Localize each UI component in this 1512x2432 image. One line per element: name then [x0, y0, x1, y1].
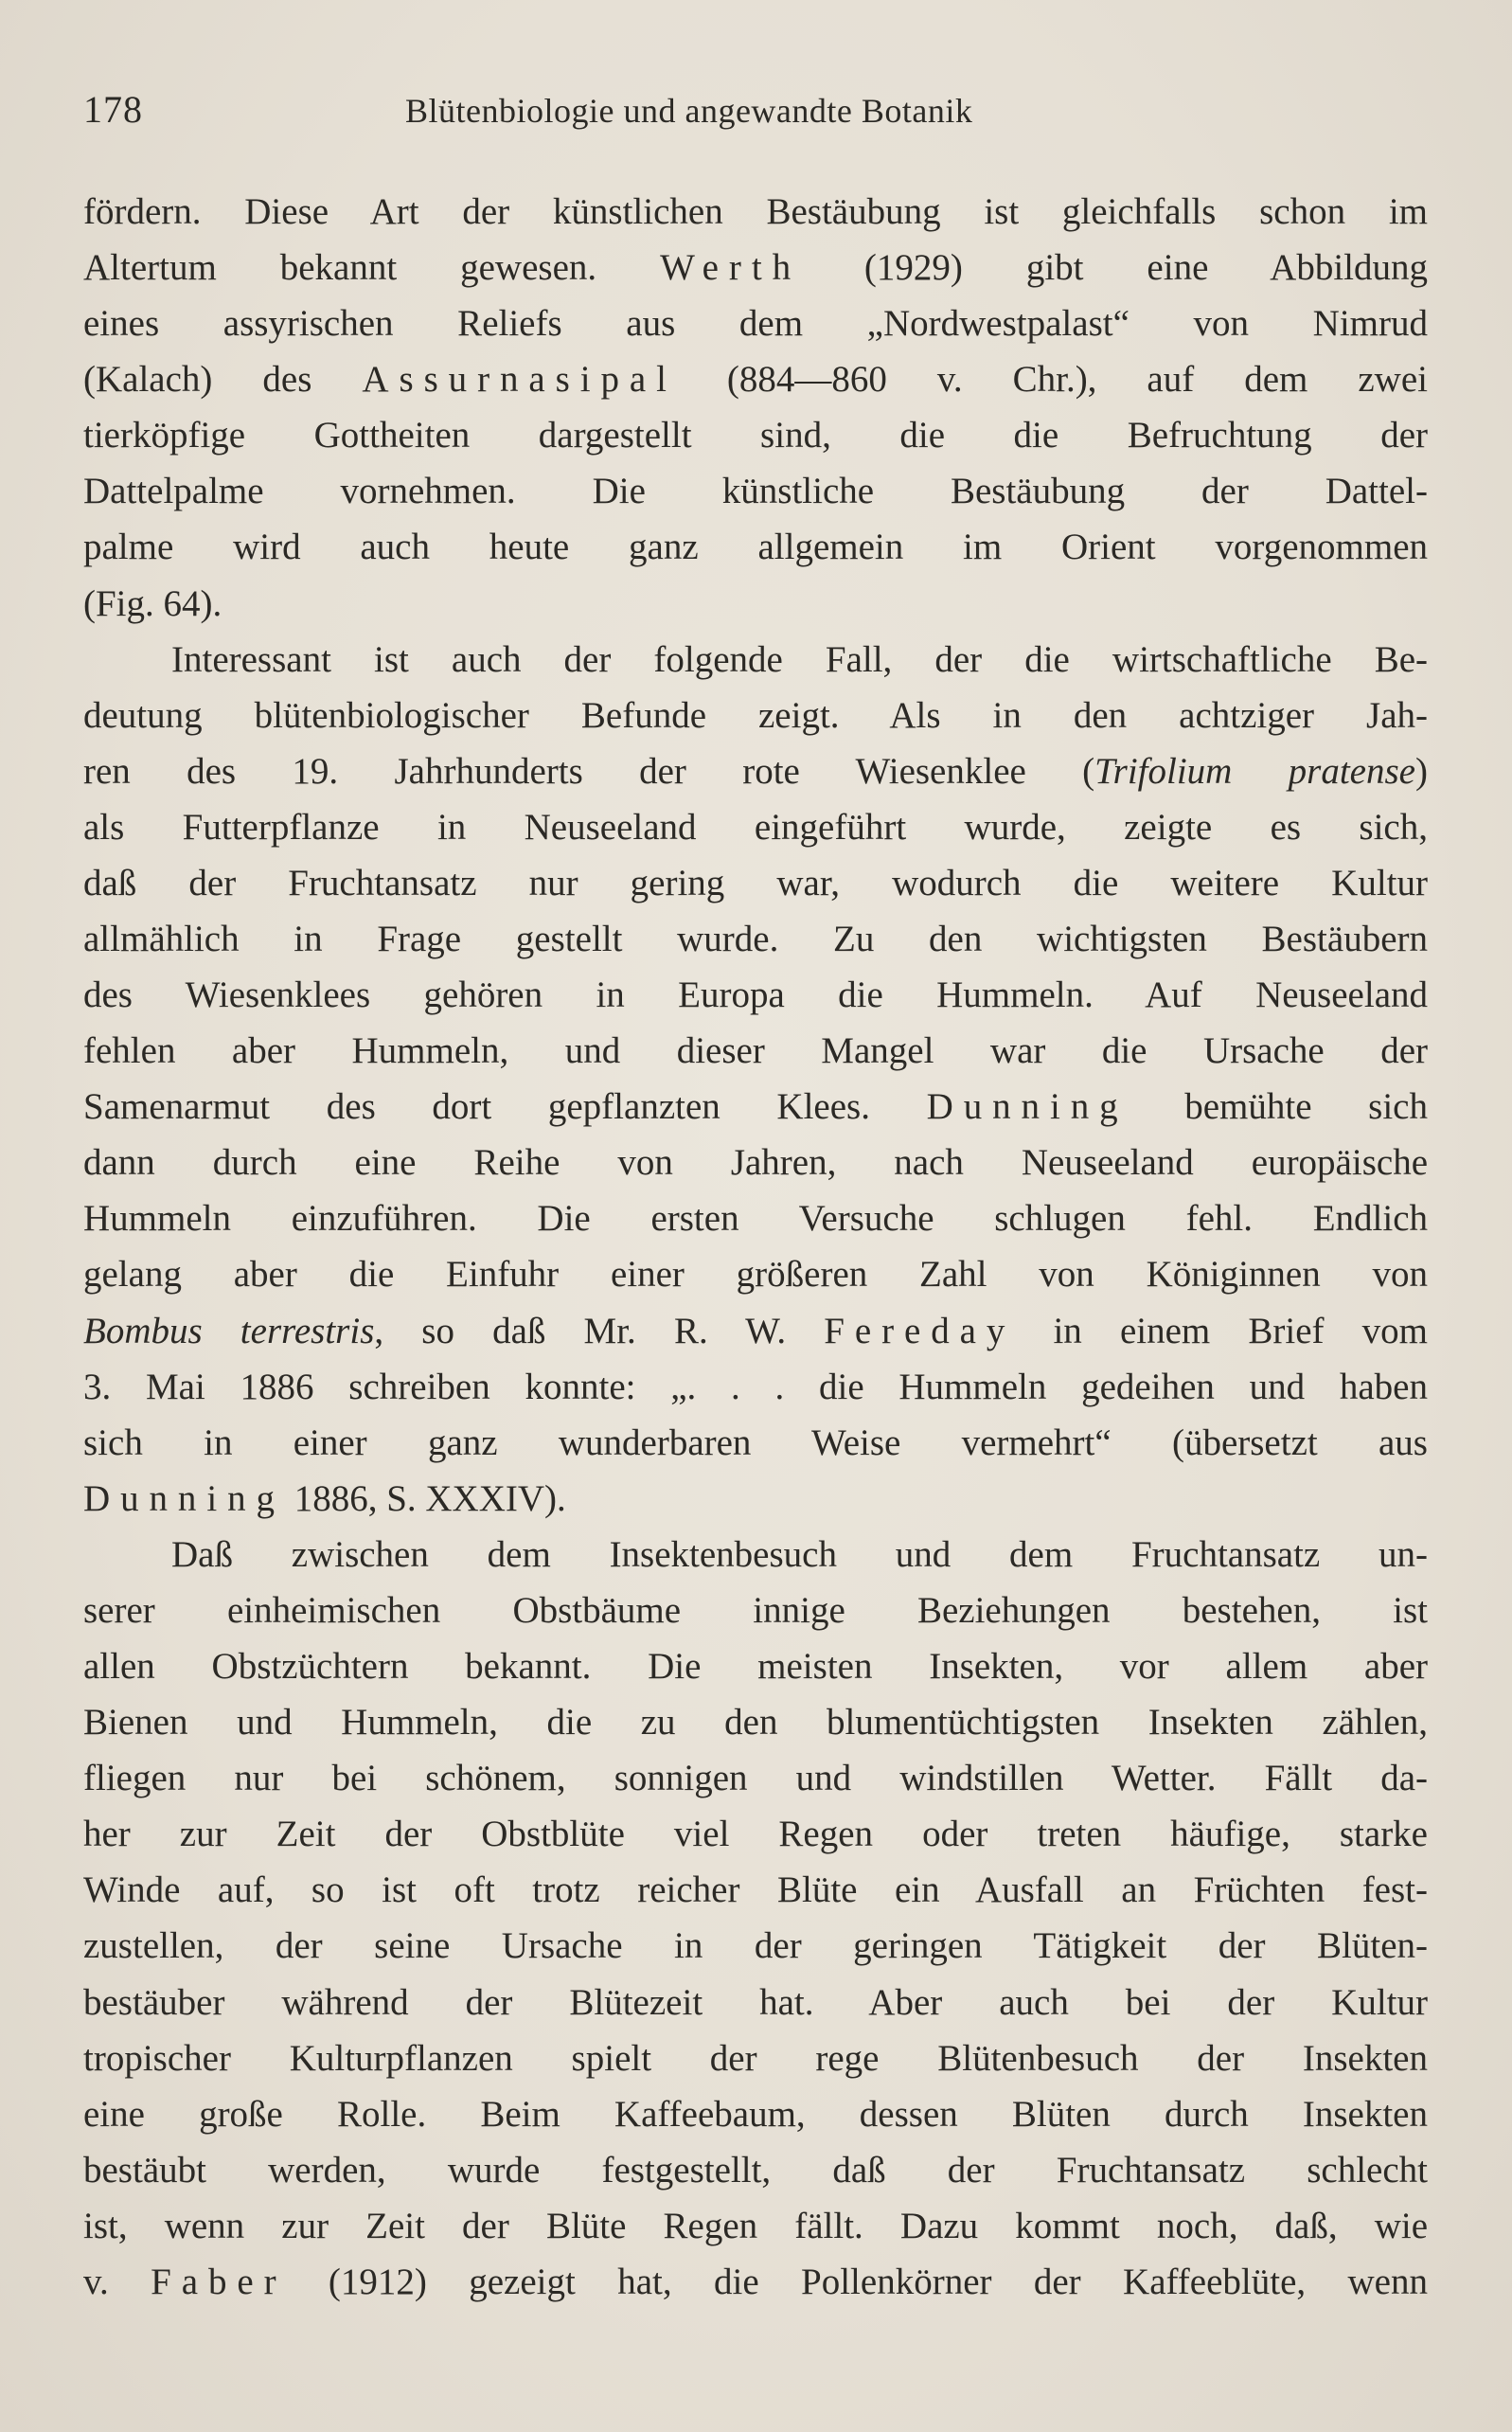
text-segment: Hummeln einzuführen. Die ersten Versuche schlugen fehl. Endlich [83, 1198, 1428, 1240]
text-segment: zustellen, der seine Ursache in der geringen Tätigkeit der Blüten- [83, 1925, 1428, 1967]
text-line [83, 1694, 1428, 1750]
text-segment: eines assyrischen Reliefs aus dem „Nordwestpalast“ von Nimrud [83, 303, 1428, 345]
text-segment: Winde auf, so ist oft trotz reicher Blüte ein Ausfall an Früchten fest- [83, 1869, 1428, 1911]
text-line [83, 576, 1428, 632]
text-segment: ) [1414, 750, 1428, 792]
spaced-name: Faber [151, 2261, 287, 2302]
italic-term: Trifolium pratense [1094, 750, 1415, 792]
text-segment: Altertum bekannt gewesen. [83, 247, 661, 289]
text-segment: ren des 19. Jahrhunderts der rote Wiesenklee ( [83, 750, 1095, 792]
text-line [83, 1638, 1428, 1694]
spaced-name: Werth [660, 247, 801, 289]
text-line [83, 2198, 1428, 2254]
text-segment: als Futterpflanze in Neuseeland eingeführt wurde, zeigte es sich, [83, 806, 1428, 848]
text-segment: allen Obstzüchtern bekannt. Die meisten Insekten, vor allem aber [83, 1646, 1428, 1688]
text-segment: her zur Zeit der Obstblüte viel Regen oder treten häufige, starke [83, 1814, 1428, 1855]
text-line [83, 855, 1428, 911]
text-segment: palme wird auch heute ganz allgemein im Orient vorgenommen [83, 527, 1428, 568]
text-line [83, 1079, 1428, 1135]
text-segment: Bienen und Hummeln, die zu den blumentüchtigsten Insekten zählen, [83, 1702, 1428, 1744]
text-segment: 1886, S. XXXIV). [284, 1477, 566, 1519]
text-line [83, 1415, 1428, 1471]
page-number: 178 [83, 88, 143, 131]
text-line [83, 1750, 1428, 1806]
text-segment: (884—860 v. Chr.), auf dem zwei [676, 359, 1428, 401]
text-line [83, 1135, 1428, 1190]
text-segment: Dattelpalme vornehmen. Die künstliche Bestäubung der Dattel- [83, 471, 1428, 512]
text-segment: serer einheimischen Obstbäume innige Beziehungen bestehen, ist [83, 1589, 1428, 1631]
text-segment: gelang aber die Einfuhr einer größeren Zahl von Königinnen von [83, 1254, 1428, 1296]
text-line [83, 632, 1428, 688]
spaced-name: Dunning [926, 1086, 1129, 1128]
text-segment: 3. Mai 1886 schreiben konnte: „. . . die Hummeln gedeihen und haben [83, 1366, 1428, 1407]
text-line [83, 1918, 1428, 1974]
text-segment: ist, wenn zur Zeit der Blüte Regen fällt. Dazu kommt noch, daß, wie [83, 2205, 1428, 2246]
text-segment: in einem Brief vom [1015, 1310, 1428, 1351]
text-segment: eine große Rolle. Beim Kaffeebaum, dessen Blüten durch Insekten [83, 2093, 1428, 2135]
text-segment: (1929) gibt eine Abbildung [801, 247, 1428, 289]
text-segment: , so daß Mr. R. W. [374, 1310, 825, 1351]
text-segment: bestäubt werden, wurde festgestellt, daß der Fruchtansatz schlecht [83, 2149, 1428, 2191]
text-segment: (Fig. 64). [83, 582, 222, 624]
text-line [83, 295, 1428, 351]
text-line [83, 1023, 1428, 1079]
text-line [83, 1303, 1428, 1359]
text-line [83, 967, 1428, 1023]
text-line [83, 351, 1428, 407]
text-line [83, 743, 1428, 799]
text-line [83, 911, 1428, 967]
text-line [83, 519, 1428, 575]
text-segment: dann durch eine Reihe von Jahren, nach Neuseeland europäische [83, 1142, 1428, 1184]
text-segment: tierköpfige Gottheiten dargestellt sind, die die Befruchtung der [83, 415, 1428, 456]
text-segment: daß der Fruchtansatz nur gering war, wodurch die weitere Kultur [83, 862, 1428, 903]
text-line [83, 1975, 1428, 2030]
text-line [83, 1246, 1428, 1302]
spaced-name: Assurnasipal [362, 359, 677, 401]
text-line [83, 1583, 1428, 1638]
text-line [83, 1471, 1428, 1527]
spaced-name: Dunning [83, 1477, 285, 1519]
text-segment: deutung blütenbiologischer Befunde zeigt. Als in den achtziger Jah- [83, 694, 1428, 736]
text-segment: fehlen aber Hummeln, und dieser Mangel war die Ursache der [83, 1030, 1428, 1072]
text-line [83, 1527, 1428, 1583]
text-line [83, 2030, 1428, 2086]
text-line [83, 407, 1428, 463]
text-segment: allmählich in Frage gestellt wurde. Zu den wichtigsten Bestäubern [83, 919, 1428, 960]
text-segment: (Kalach) des [83, 359, 363, 401]
text-line [83, 2142, 1428, 2198]
text-segment: v. [83, 2261, 151, 2302]
text-segment: bestäuber während der Blütezeit hat. Aber auch bei der Kultur [83, 1981, 1428, 2023]
page-header [83, 87, 1428, 140]
text-segment: fliegen nur bei schönem, sonnigen und windstillen Wetter. Fällt da- [83, 1758, 1428, 1799]
text-segment: (1912) gezeigt hat, die Pollenkörner der Kaffeeblüte, wenn [286, 2261, 1428, 2302]
text-segment: des Wiesenklees gehören in Europa die Hummeln. Auf Neuseeland [83, 975, 1428, 1016]
text-segment: Daß zwischen dem Insektenbesuch und dem Fruchtansatz un- [171, 1533, 1428, 1575]
text-line [83, 240, 1428, 295]
body-text [83, 184, 1428, 2310]
text-segment: bemühte sich [1128, 1086, 1428, 1128]
text-segment: tropischer Kulturpflanzen spielt der rege Blütenbesuch der Insekten [83, 2037, 1428, 2079]
spaced-name: Fereday [824, 1310, 1016, 1351]
text-line [83, 1806, 1428, 1862]
text-segment: sich in einer ganz wunderbaren Weise vermehrt“ (übersetzt aus [83, 1422, 1428, 1463]
text-line [83, 688, 1428, 743]
text-line [83, 463, 1428, 519]
text-line [83, 2086, 1428, 2142]
running-title: Blütenbiologie und angewandte Botanik [405, 92, 973, 130]
text-line [83, 799, 1428, 855]
text-line [83, 1359, 1428, 1415]
text-segment: Interessant ist auch der folgende Fall, der die wirtschaftliche Be- [171, 638, 1428, 680]
text-line [83, 184, 1428, 240]
text-line [83, 1862, 1428, 1918]
text-line [83, 1190, 1428, 1246]
text-segment: fördern. Diese Art der künstlichen Bestäubung ist gleichfalls schon im [83, 191, 1428, 232]
text-line [83, 2254, 1428, 2310]
italic-term: Bombus terrestris [83, 1310, 375, 1351]
text-segment: Samenarmut des dort gepflanzten Klees. [83, 1086, 927, 1128]
